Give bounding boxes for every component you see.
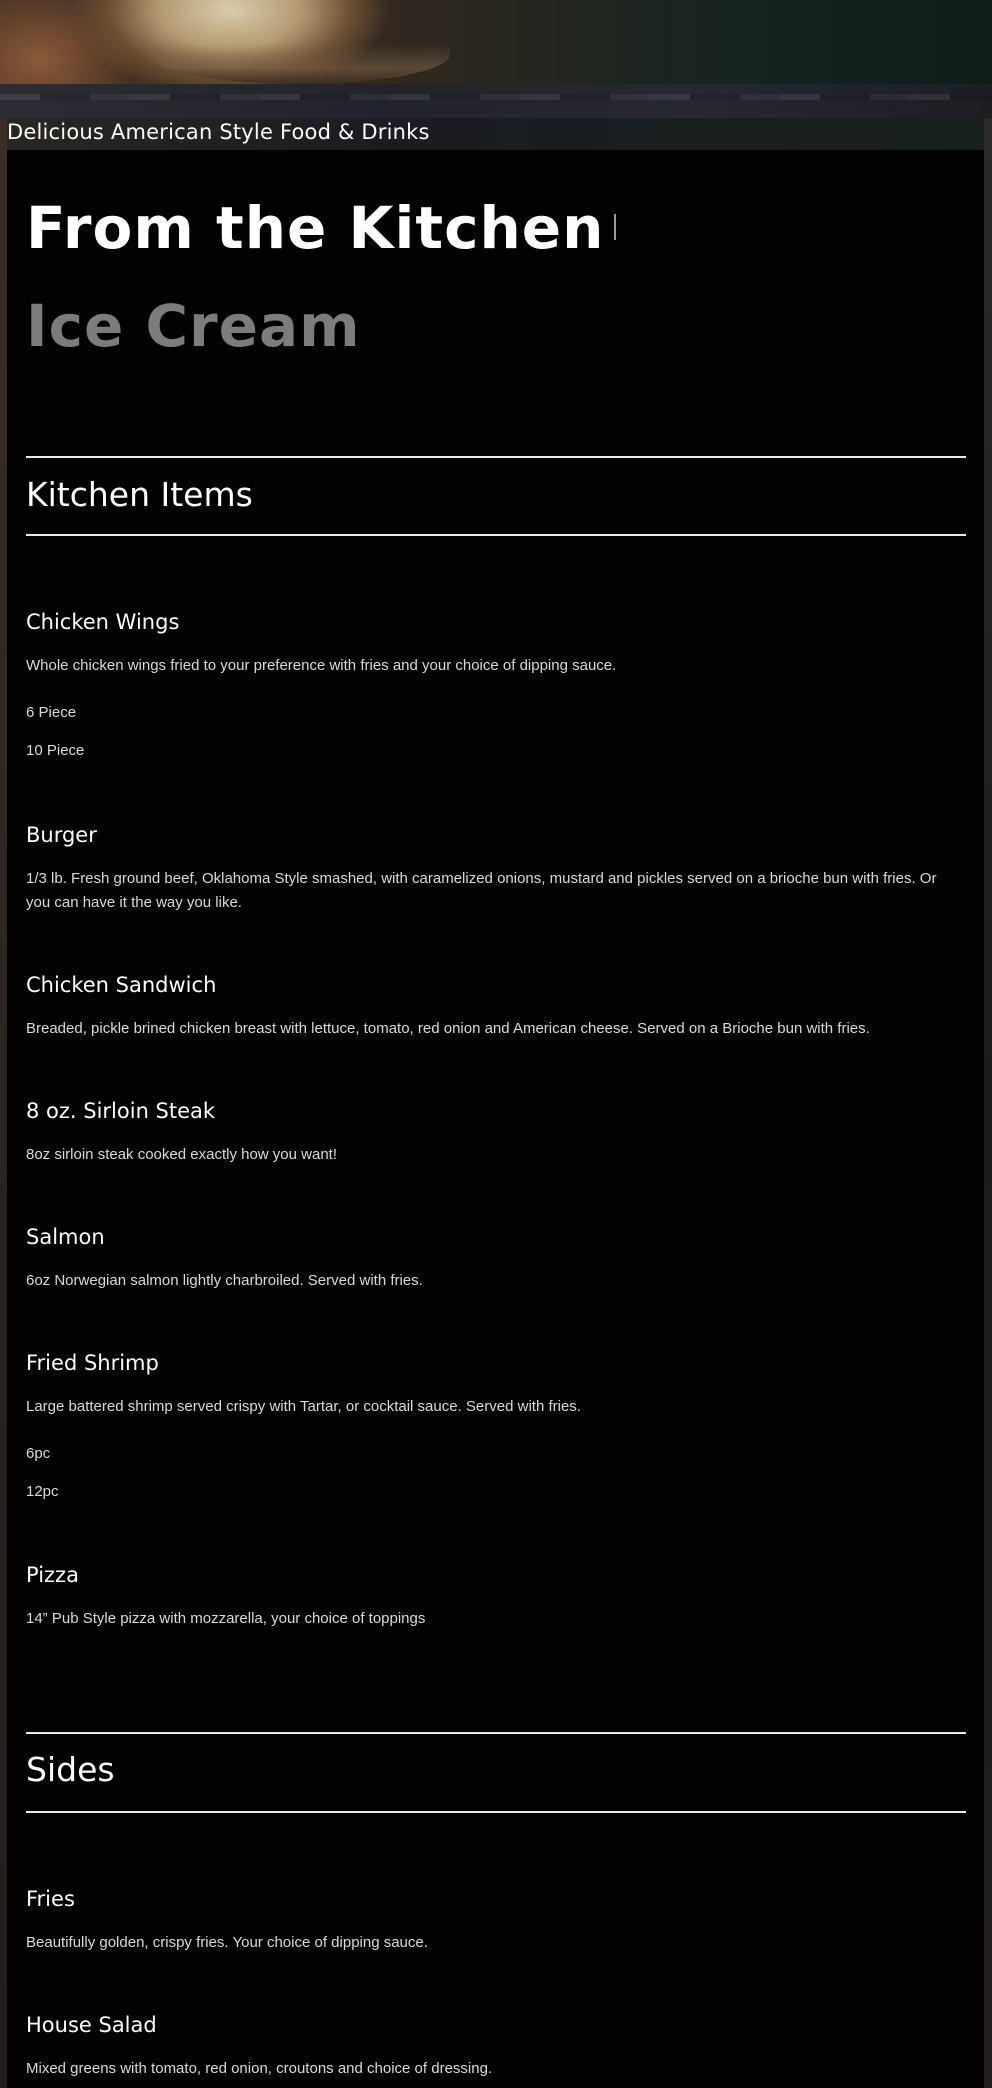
blurred-background-right bbox=[984, 118, 992, 2088]
menu-item-name: Chicken Wings bbox=[26, 610, 180, 634]
menu-item-description: Large battered shrimp served crispy with Tartar, or cocktail sauce. Served with fries. bbox=[26, 1398, 581, 1415]
blurred-background-left bbox=[0, 118, 7, 2088]
menu-item-name: Fries bbox=[26, 1887, 75, 1911]
section-title-kitchen-items: Kitchen Items bbox=[26, 475, 253, 514]
menu-item-description: 8oz sirloin steak cooked exactly how you want! bbox=[26, 1146, 337, 1163]
section-title-sides: Sides bbox=[26, 1750, 115, 1789]
menu-item-description: 14” Pub Style pizza with mozzarella, your choice of toppings bbox=[26, 1610, 426, 1627]
menu-item-option: 6 Piece bbox=[26, 704, 77, 721]
menu-item-description: 6oz Norwegian salmon lightly charbroiled. Served with fries. bbox=[26, 1272, 423, 1289]
section-divider-top bbox=[26, 1732, 966, 1734]
menu-item-name: Chicken Sandwich bbox=[26, 973, 217, 997]
beer-glass-image bbox=[150, 44, 450, 84]
blurred-background-band bbox=[0, 84, 992, 118]
menu-item-name: Salmon bbox=[26, 1225, 105, 1249]
text-cursor bbox=[614, 214, 616, 240]
menu-item-name: Pizza bbox=[26, 1563, 79, 1587]
section-divider-top bbox=[26, 456, 966, 458]
section-divider-bottom bbox=[26, 534, 966, 536]
hero-photo-beer-glass bbox=[0, 0, 992, 84]
site-tagline: Delicious American Style Food & Drinks bbox=[7, 120, 430, 144]
menu-item-name: Burger bbox=[26, 823, 97, 847]
page-title bbox=[26, 194, 616, 262]
menu-item-description: Breaded, pickle brined chicken breast with lettuce, tomato, red onion and American cheese. Served on a Brioche bun with fries. bbox=[26, 1020, 870, 1037]
menu-item-name: Fried Shrimp bbox=[26, 1351, 159, 1375]
menu-item-description: Mixed greens with tomato, red onion, croutons and choice of dressing. bbox=[26, 2060, 493, 2077]
menu-item-name: 8 oz. Sirloin Steak bbox=[26, 1099, 216, 1123]
menu-item-option: 6pc bbox=[26, 1445, 51, 1462]
menu-item-description: 1/3 lb. Fresh ground beef, Oklahoma Style smashed, with caramelized onions, mustard and pickles served on a brioche bun with fries. Or you can have it the way you like. bbox=[26, 870, 937, 911]
menu-panel bbox=[7, 150, 984, 2088]
page-subtitle: Ice Cream bbox=[26, 292, 361, 360]
menu-item-description: Whole chicken wings fried to your preference with fries and your choice of dipping sauce. bbox=[26, 657, 617, 674]
menu-item-name: House Salad bbox=[26, 2013, 157, 2037]
section-divider-bottom bbox=[26, 1811, 966, 1813]
menu-item-description: Beautifully golden, crispy fries. Your choice of dipping sauce. bbox=[26, 1934, 428, 1951]
page-title-text: From the Kitchen bbox=[26, 194, 605, 262]
menu-item-option: 12pc bbox=[26, 1483, 59, 1500]
menu-item-option: 10 Piece bbox=[26, 742, 85, 759]
